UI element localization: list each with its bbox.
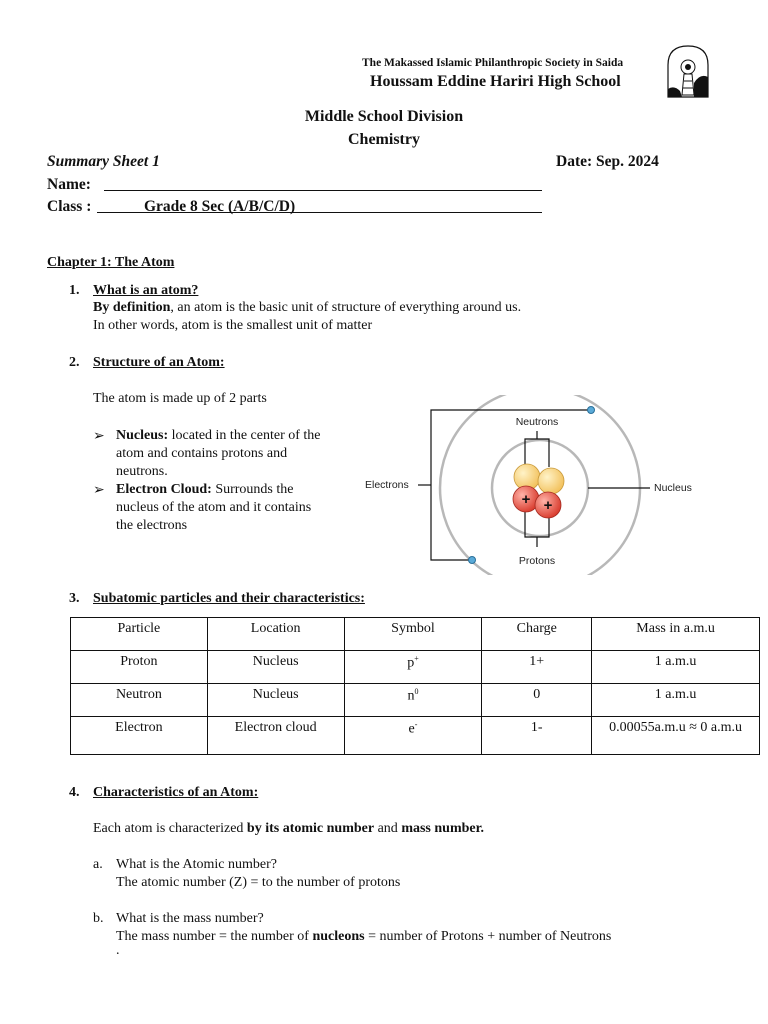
s2-number: 2. [69,355,80,370]
label-electrons: Electrons [365,479,409,491]
s2-bullet2-line2: nucleus of the atom and it contains [116,500,312,515]
s4-intro-b: by its atomic number [246,821,375,836]
division-title: Middle School Division [304,108,464,125]
proton-plus-2: + [543,497,553,514]
s4-qb-answer-b: nucleons [312,929,365,944]
s1-definition-bold: By definition [93,300,171,315]
cell-location: Nucleus [207,684,344,717]
cell-charge: 0 [482,684,592,717]
symbol-sup: + [414,654,419,663]
chapter-title: Chapter 1: The Atom [47,255,175,270]
cell-particle: Neutron [71,684,208,717]
s2-bullet1-line2: atom and contains protons and [116,446,288,461]
s3-number: 3. [69,591,80,606]
cell-charge: 1- [482,717,592,755]
lighthouse-logo-icon [664,43,712,99]
symbol-sup: 0 [414,687,419,696]
s1-definition [93,300,521,316]
class-value: Grade 8 Sec (A/B/C/D) [144,198,296,215]
atom-diagram [360,395,705,575]
s2-bullet2-bold: Electron Cloud: [116,482,212,497]
table-header-row [71,618,760,651]
name-label: Name: [47,176,91,193]
label-neutrons: Neutrons [515,416,559,428]
s4-number: 4. [69,785,80,800]
s4-intro-d: mass number. [401,821,485,836]
s2-bullet1-line3: neutrons. [116,464,168,479]
cell-symbol [344,651,482,684]
cell-symbol [344,717,482,755]
society-name: The Makassed Islamic Philanthropic Society in Saida [362,57,624,69]
school-name: Houssam Eddine Hariri High School [370,73,621,90]
symbol-sup: - [414,720,418,729]
s1-definition-rest: , an atom is the basic unit of structure of everything around us. [170,300,522,315]
electrons-bracket [431,410,591,560]
sheet-label: Summary Sheet 1 [47,153,160,170]
subject-title: Chemistry [348,131,420,148]
bullet-arrow-icon: ➢ [93,429,105,444]
s4-qb-answer-c: = number of Protons + number of Neutrons [364,929,612,944]
s4-intro [93,821,484,837]
bullet-arrow-icon: ➢ [93,483,105,498]
s4-qb-answer [116,929,611,945]
cell-particle: Proton [71,651,208,684]
s1-line2: In other words, atom is the smallest unit of matter [93,318,373,333]
s3-title: Subatomic particles and their characteristics: [93,591,365,606]
name-line [104,190,542,191]
s1-title: What is an atom? [93,283,199,298]
cell-location: Nucleus [207,651,344,684]
s2-bullet1-bold: Nucleus: [116,428,169,443]
neutron-2 [538,468,564,494]
s1-number: 1. [69,283,80,298]
symbol-letter: p [407,655,415,671]
table-row [71,651,760,684]
table-header: Location [207,618,344,651]
proton-plus-1: + [521,491,531,508]
cell-location: Electron cloud [207,717,344,755]
cell-mass: 1 a.m.u [592,651,760,684]
s4-title: Characteristics of an Atom: [93,785,259,800]
s4-qb-answer-a: The mass number = the number of [116,929,313,944]
s4-qa-label: a. [93,857,103,872]
s4-qb: What is the mass number? [116,911,264,926]
trailing-dot: . [116,943,120,958]
table-row [71,717,760,755]
cell-mass: 1 a.m.u [592,684,760,717]
s2-title: Structure of an Atom: [93,355,225,370]
table-header: Mass in a.m.u [592,618,760,651]
electron-top [588,407,595,414]
cell-mass: 0.00055a.m.u ≈ 0 a.m.u [592,717,760,755]
class-label: Class : [47,198,92,215]
label-nucleus: Nucleus [654,482,692,494]
particles-table [70,617,760,755]
class-line [97,212,542,213]
label-protons: Protons [518,555,556,567]
s4-qa: What is the Atomic number? [116,857,277,872]
s2-bullet1-line1 [116,428,321,444]
table-header: Symbol [344,618,482,651]
s4-qb-label: b. [93,911,104,926]
s2-bullet2-line3: the electrons [116,518,188,533]
s4-intro-a: Each atom is characterized [93,821,247,836]
symbol-letter: e [408,721,415,737]
table-row [71,684,760,717]
s4-qa-answer: The atomic number (Z) = to the number of protons [116,875,401,890]
s2-bullet2-text: Surrounds the [211,482,294,497]
cell-particle: Electron [71,717,208,755]
s4-intro-c: and [374,821,402,836]
table-header: Charge [482,618,592,651]
electron-bottom [469,557,476,564]
sheet-date: Date: Sep. 2024 [556,153,659,170]
cell-charge: 1+ [482,651,592,684]
s2-bullet1-text: located in the center of the [168,428,321,443]
s2-bullet2-line1 [116,482,293,498]
cell-symbol [344,684,482,717]
table-header: Particle [71,618,208,651]
s2-intro: The atom is made up of 2 parts [93,391,267,406]
symbol-letter: n [407,688,415,704]
